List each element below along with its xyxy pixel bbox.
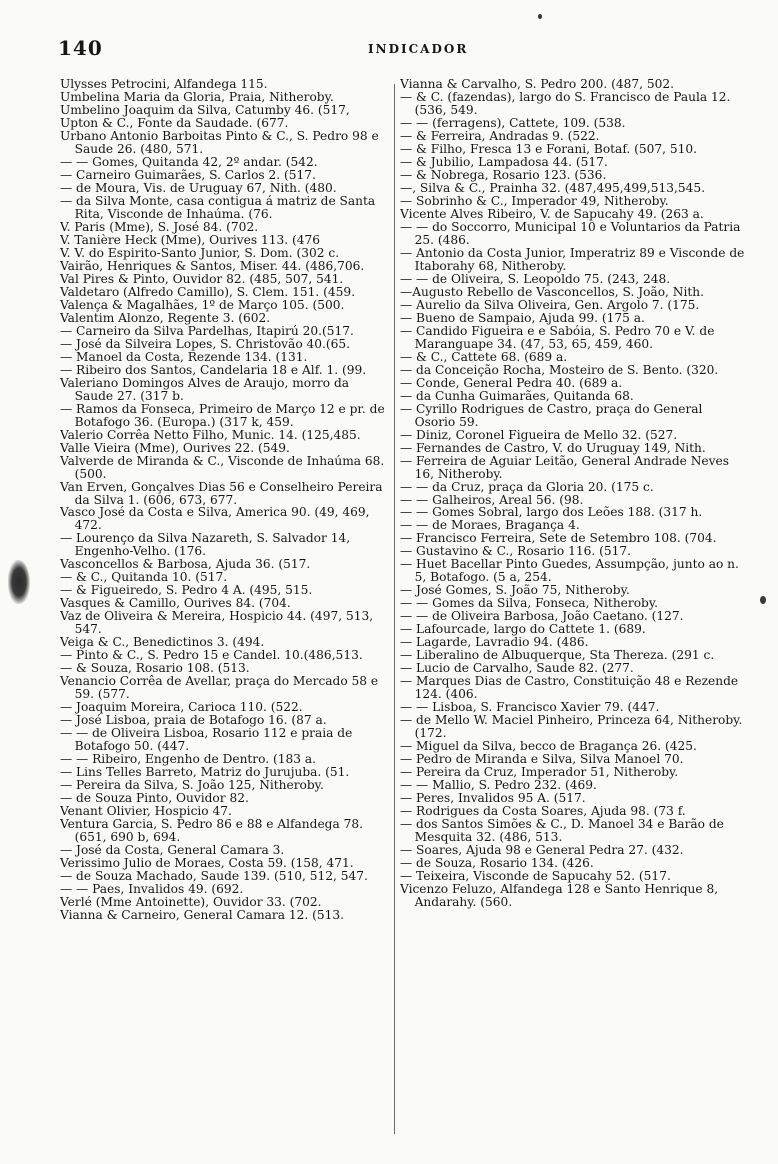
directory-entry: — de Souza Machado, Saude 139. (510, 512, 547.	[60, 869, 368, 884]
ink-stain	[8, 560, 30, 604]
directory-entry: — — do Soccorro, Municipal 10 e Voluntarios da Patria 25. (486.	[400, 219, 741, 247]
directory-entry: V. V. do Espirito-Santo Junior, S. Dom. (302 c.	[60, 245, 340, 260]
directory-entry: —, Silva & C., Prainha 32. (487,495,499,513,545.	[400, 180, 706, 195]
directory-entry: — Ribeiro dos Santos, Candelaria 18 e Alf. 1. (99.	[60, 362, 367, 377]
directory-entry: — José Lisboa, praia de Botafogo 16. (87 a.	[60, 713, 327, 728]
directory-entry: Umbelina Maria da Gloria, Praia, Nitheroby.	[60, 89, 334, 104]
directory-entry: Vicenzo Feluzo, Alfandega 128 e Santo Henrique 8, Andarahy. (560.	[400, 882, 719, 910]
directory-entry: — Ferreira de Aguiar Leitão, General Andrade Neves 16, Nitheroby.	[400, 453, 729, 481]
directory-entry: — Huet Bacellar Pinto Guedes, Assumpção, junto ao n. 5, Botafogo. (5 a, 254.	[400, 557, 739, 585]
directory-entry: — Joaquim Moreira, Carioca 110. (522.	[60, 700, 303, 715]
directory-entry: — José Gomes, S. João 75, Nitheroby.	[400, 583, 630, 598]
directory-entry: — & C. (fazendas), largo do S. Francisco de Paula 12. (536, 549.	[400, 89, 731, 117]
directory-entry: Venant Olivier, Hospicio 47.	[60, 804, 232, 819]
directory-entry: Van Erven, Gonçalves Dias 56 e Conselheiro Pereira da Silva 1. (606, 673, 677.	[60, 479, 383, 507]
directory-entry: — Liberalino de Albuquerque, Sta Thereza. (291 c.	[400, 648, 715, 663]
directory-entry: Venancio Corrêa de Avellar, praça do Mercado 58 e 59. (577.	[60, 674, 379, 702]
directory-entry: — Teixeira, Visconde de Sapucahy 52. (517.	[400, 869, 671, 884]
directory-entry: — — Mallio, S. Pedro 232. (469.	[400, 778, 597, 793]
directory-entry: Vianna & Carvalho, S. Pedro 200. (487, 502.	[400, 78, 674, 91]
directory-entry: —Augusto Rebello de Vasconcellos, S. João, Nith.	[400, 284, 704, 299]
directory-entry: — Manoel da Costa, Rezende 134. (131.	[60, 349, 308, 364]
directory-entry: Vianna & Carneiro, General Camara 12. (513.	[60, 908, 345, 922]
directory-entry: Valdetaro (Alfredo Camillo), S. Clem. 151. (459.	[60, 284, 356, 299]
directory-entry: — Bueno de Sampaio, Ajuda 99. (175 a.	[400, 310, 645, 325]
directory-entry: — de Moura, Vis. de Uruguay 67, Nith. (480.	[60, 180, 337, 195]
directory-entry: Vasco José da Costa e Silva, America 90. (49, 469, 472.	[60, 505, 370, 533]
directory-entry: — Carneiro da Silva Pardelhas, Itapirú 20.(517.	[60, 323, 354, 338]
directory-entry: — — de Oliveira Barbosa, João Caetano. (127.	[400, 609, 684, 624]
directory-entry: — — Galheiros, Areal 56. (98.	[400, 492, 584, 507]
ink-spot	[538, 14, 542, 19]
directory-entry: — & Filho, Fresca 13 e Forani, Botaf. (507, 510.	[400, 141, 698, 156]
directory-entry: Valentim Alonzo, Regente 3. (602.	[60, 310, 271, 325]
directory-entry: Verlé (Mme Antoinette), Ouvidor 33. (702.	[60, 895, 322, 910]
directory-entry: Vicente Alves Ribeiro, V. de Sapucahy 49. (263 a.	[400, 206, 704, 221]
directory-entry: — Cyrillo Rodrigues de Castro, praça do General Osorio 59.	[400, 401, 703, 429]
directory-entry: — — da Cruz, praça da Gloria 20. (175 c.	[400, 479, 654, 494]
directory-entry: — — de Oliveira Lisboa, Rosario 112 e praia de Botafogo 50. (447.	[60, 726, 353, 754]
directory-entry: — — de Moraes, Bragança 4.	[400, 518, 580, 533]
directory-entry: — & Nobrega, Rosario 123. (536.	[400, 167, 607, 182]
directory-entry: — & Jubilio, Lampadosa 44. (517.	[400, 154, 608, 169]
directory-entry: Valeriano Domingos Alves de Araujo, morro da Saude 27. (317 b.	[60, 375, 350, 403]
directory-entry: Valle Vieira (Mme), Ourives 22. (549.	[60, 440, 290, 455]
directory-entry: — — Gomes Sobral, largo dos Leões 188. (317 h.	[400, 505, 703, 520]
directory-entry: — José da Costa, General Camara 3.	[60, 843, 285, 858]
directory-entry: — Soares, Ajuda 98 e General Pedra 27. (432.	[400, 843, 684, 858]
directory-entry: — — Paes, Invalidos 49. (692.	[60, 882, 244, 897]
directory-entry: Vaz de Oliveira & Mereira, Hospicio 44. (497, 513, 547.	[60, 609, 374, 637]
directory-entry: — & C., Quitanda 10. (517.	[60, 570, 228, 585]
directory-entry: — Rodrigues da Costa Soares, Ajuda 98. (73 f.	[400, 804, 686, 819]
directory-entry: — Diniz, Coronel Figueira de Mello 32. (527.	[400, 427, 678, 442]
directory-entry: — — Gomes, Quitanda 42, 2º andar. (542.	[60, 154, 318, 169]
directory-entry: — Ramos da Fonseca, Primeiro de Março 12 e pr. de Botafogo 36. (Europa.) (317 k, 459.	[60, 401, 385, 429]
directory-entry: Veiga & C., Benedictinos 3. (494.	[60, 635, 265, 650]
directory-entry: — Lafourcade, largo do Cattete 1. (689.	[400, 622, 646, 637]
directory-entry: — de Mello W. Maciel Pinheiro, Princeza 64, Nitheroby. (172.	[400, 713, 743, 741]
directory-entry: — — (ferragens), Cattete, 109. (538.	[400, 115, 626, 130]
directory-entry: — Lagarde, Lavradio 94. (486.	[400, 635, 589, 650]
column-divider	[394, 84, 395, 1134]
directory-entry: — de Souza Pinto, Ouvidor 82.	[60, 791, 249, 806]
directory-entry: — Lins Telles Barreto, Matriz do Jurujuba. (51.	[60, 765, 350, 780]
directory-entry: — & Figueiredo, S. Pedro 4 A. (495, 515.	[60, 583, 313, 598]
directory-entry: — Conde, General Pedra 40. (689 a.	[400, 375, 623, 390]
directory-entry: — Aurelio da Silva Oliveira, Gen. Argolo 7. (175.	[400, 297, 700, 312]
directory-entry: Upton & C., Fonte da Saudade. (677.	[60, 115, 289, 130]
directory-entry: Valerio Corrêa Netto Filho, Munic. 14. (125,485.	[60, 427, 361, 442]
directory-entry: — da Silva Monte, casa contigua á matriz de Santa Rita, Visconde de Inhaúma. (76.	[60, 193, 376, 221]
directory-entry: Valença & Magalhães, 1º de Março 105. (500.	[60, 297, 345, 312]
directory-entry: Vasques & Camillo, Ourives 84. (704.	[60, 596, 291, 611]
directory-entry: V. Paris (Mme), S. José 84. (702.	[60, 219, 259, 234]
directory-entry: — Francisco Ferreira, Sete de Setembro 108. (704.	[400, 531, 717, 546]
directory-entry: — Marques Dias de Castro, Constituição 48 e Rezende 124. (406.	[400, 674, 739, 702]
directory-entry: — — Gomes da Silva, Fonseca, Nitheroby.	[400, 596, 658, 611]
left-column	[60, 78, 390, 1138]
directory-entry: Vasconcellos & Barbosa, Ajuda 36. (517.	[60, 557, 311, 572]
directory-entry: — & Ferreira, Andradas 9. (522.	[400, 128, 600, 143]
directory-entry: — — de Oliveira, S. Leopoldo 75. (243, 248.	[400, 271, 671, 286]
running-title: INDICADOR	[368, 42, 469, 56]
directory-entry: Vairão, Henriques & Santos, Miser. 44. (486,706.	[60, 258, 365, 273]
directory-entry: — — Ribeiro, Engenho de Dentro. (183 a.	[60, 752, 317, 767]
directory-entry: V. Tanière Heck (Mme), Ourives 113. (476	[60, 232, 320, 247]
directory-entry: — & C., Cattete 68. (689 a.	[400, 349, 568, 364]
directory-entry: — Peres, Invalidos 95 A. (517.	[400, 791, 586, 806]
page-header	[58, 36, 748, 66]
directory-entry: — Candido Figueira e e Sabóia, S. Pedro 70 e V. de Maranguape 34. (47, 53, 65, 459, 460.	[400, 323, 715, 351]
ink-spot	[760, 596, 766, 604]
directory-entry: Umbelino Joaquim da Silva, Catumby 46. (517,	[60, 102, 350, 117]
directory-entry: — Pedro de Miranda e Silva, Silva Manoel 70.	[400, 752, 684, 767]
directory-entry: — de Souza, Rosario 134. (426.	[400, 856, 594, 871]
directory-entry: Urbano Antonio Barboitas Pinto & C., S. Pedro 98 e Saude 26. (480, 571.	[60, 128, 379, 156]
right-column	[400, 78, 746, 1138]
directory-entry: — da Conceição Rocha, Mosteiro de S. Bento. (320.	[400, 362, 719, 377]
directory-entry: Verissimo Julio de Moraes, Costa 59. (158, 471.	[60, 856, 354, 871]
directory-entry: — Carneiro Guimarães, S. Carlos 2. (517.	[60, 167, 316, 182]
directory-entry: — José da Silveira Lopes, S. Christovão 40.(65.	[60, 336, 351, 351]
directory-entry: — — Lisboa, S. Francisco Xavier 79. (447.	[400, 700, 660, 715]
directory-entry: — Lourenço da Silva Nazareth, S. Salvador 14, Engenho-Velho. (176.	[60, 531, 351, 559]
directory-entry: — dos Santos Simões & C., D. Manoel 34 e Barão de Mesquita 32. (486, 513.	[400, 817, 724, 845]
directory-entry: — Gustavino & C., Rosario 116. (517.	[400, 544, 632, 559]
directory-entry: — Pereira da Cruz, Imperador 51, Nitheroby.	[400, 765, 679, 780]
directory-entry: Ventura Garcia, S. Pedro 86 e 88 e Alfandega 78. (651, 690 b, 694.	[60, 817, 363, 845]
directory-entry: — Fernandes de Castro, V. do Uruguay 149, Nith.	[400, 440, 706, 455]
directory-entry: — Sobrinho & C., Imperador 49, Nitheroby.	[400, 193, 669, 208]
directory-entry: — & Souza, Rosario 108. (513.	[60, 661, 250, 676]
directory-entry: Ulysses Petrocini, Alfandega 115.	[60, 78, 268, 91]
directory-entry: Valverde de Miranda & C., Visconde de Inhaúma 68. (500.	[60, 453, 385, 481]
directory-entry: — Miguel da Silva, becco de Bragança 26. (425.	[400, 739, 697, 754]
directory-entry: Val Pires & Pinto, Ouvidor 82. (485, 507, 541.	[60, 271, 344, 286]
directory-entry: — Antonio da Costa Junior, Imperatriz 89 e Visconde de Itaborahy 68, Nitheroby.	[400, 245, 745, 273]
directory-entry: — Pereira da Silva, S. João 125, Nitheroby.	[60, 778, 324, 793]
directory-entry: — da Cunha Guimarães, Quitanda 68.	[400, 388, 634, 403]
page-number: 140	[58, 36, 103, 60]
directory-entry: — Pinto & C., S. Pedro 15 e Candel. 10.(486,513.	[60, 648, 363, 663]
directory-entry: — Lucio de Carvalho, Saude 82. (277.	[400, 661, 634, 676]
